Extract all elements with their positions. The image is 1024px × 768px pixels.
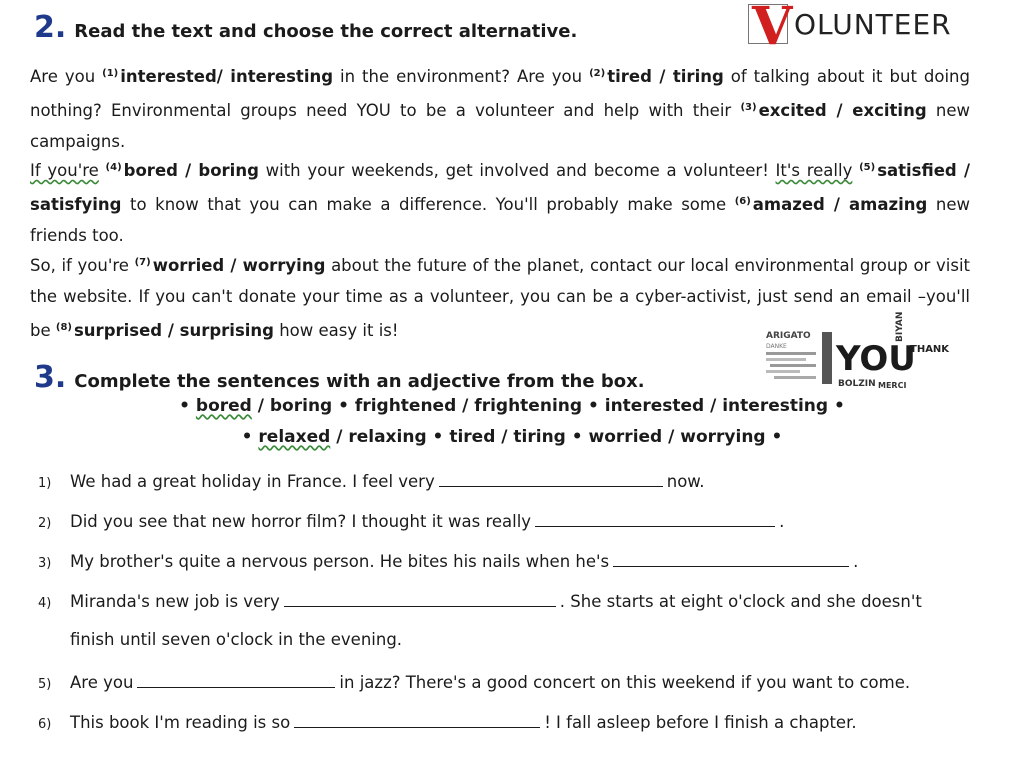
sentence-text: in jazz? There's a good concert on this weekend if you want to come. <box>339 673 911 692</box>
answer-blank-1[interactable] <box>439 472 663 487</box>
sentence-6 <box>38 713 857 732</box>
gap-number: (6) <box>734 196 751 207</box>
text: of talking about it but doing nothing? Environmental groups need YOU to be a volunteer and help with their <box>30 67 970 120</box>
sentence-text: We had a great holiday in France. I feel very <box>70 472 435 491</box>
sentence-number: 4) <box>38 596 52 611</box>
text: about the future of the planet, contact our local environmental group or visit the website. If you can't donate your time as a volunteer, you can be a cyber-activist, just send an email –you'll be <box>30 256 970 340</box>
sentence-number: 5) <box>38 677 52 692</box>
gap-number: (7) <box>134 257 151 268</box>
alternative-2[interactable]: tired / tiring <box>607 67 724 86</box>
sentence-text: Did you see that new horror film? I thought it was really <box>70 512 532 531</box>
sentence-number: 6) <box>38 717 52 732</box>
sentence-text: . She starts at eight o'clock and she doesn't <box>559 592 922 611</box>
volunteer-logo <box>748 0 990 57</box>
sentence-text: Are you <box>70 673 134 692</box>
paragraph-1 <box>30 58 970 157</box>
sentence-number: 2) <box>38 516 52 531</box>
gap-number: (4) <box>105 162 122 173</box>
alternative-4[interactable]: bored / boring <box>123 161 259 180</box>
text: with your weekends, get involved and become a volunteer! <box>258 161 776 180</box>
sentence-4-continued <box>70 630 402 649</box>
answer-blank-5[interactable] <box>137 673 335 688</box>
alternative-1[interactable]: interested/ interesting <box>120 67 334 86</box>
answer-blank-6[interactable] <box>294 713 540 728</box>
alternative-5[interactable]: satisfied / satisfying <box>30 161 970 214</box>
sentence-number: 1) <box>38 476 52 491</box>
sentence-number: 3) <box>38 556 52 571</box>
cloud-word-merci: MERCI <box>878 381 907 390</box>
gap-number: (2) <box>589 68 606 79</box>
text: It's really <box>775 161 853 180</box>
section-2-heading <box>34 10 577 45</box>
cloud-word-danke: DANKE <box>766 343 787 350</box>
text: in the environment? Are you <box>333 67 590 86</box>
sentence-3 <box>38 552 858 571</box>
logo-text: OLUNTEER <box>794 8 952 41</box>
alternative-7[interactable]: worried / worrying <box>152 256 326 275</box>
section-3-number: 3. <box>34 360 67 395</box>
sentence-text: My brother's quite a nervous person. He bites his nails when he's <box>70 552 610 571</box>
word-box-line-1 <box>0 396 1024 416</box>
cloud-word-thank: THANK <box>910 344 950 355</box>
gap-number: (3) <box>740 102 757 113</box>
logo-v-letter: V <box>752 0 793 57</box>
text: If you're <box>30 161 99 180</box>
gap-number: (8) <box>55 322 72 333</box>
answer-blank-4[interactable] <box>284 592 556 607</box>
section-3-title: Complete the sentences with an adjective from the box. <box>74 371 645 392</box>
box-word: bored <box>195 396 252 416</box>
section-3-heading <box>34 360 645 395</box>
section-2-title: Read the text and choose the correct alternative. <box>74 21 578 42</box>
sentence-text: Miranda's new job is very <box>70 592 280 611</box>
sentence-text: ! I fall asleep before I finish a chapter. <box>544 713 857 732</box>
text: to know that you can make a difference. You'll probably make some <box>121 195 735 214</box>
alternative-3[interactable]: excited / exciting <box>758 101 927 120</box>
text: Are you <box>30 67 103 86</box>
cloud-word-you: YOU <box>836 339 916 379</box>
cloud-word-bolzin: BOLZIN <box>838 379 876 389</box>
sentence-text: . <box>779 512 785 531</box>
box-words: / relaxing • tired / tiring • worried / worrying • <box>330 427 783 447</box>
sentence-1 <box>38 472 705 491</box>
alternative-8[interactable]: surprised / surprising <box>73 321 274 340</box>
box-words: / boring • frightened / frightening • interested / interesting • <box>251 396 845 416</box>
section-2-number: 2. <box>34 10 67 45</box>
sentence-4 <box>38 592 922 611</box>
paragraph-2 <box>30 152 970 251</box>
cloud-word-arigato: ARIGATO <box>766 331 811 341</box>
sentence-text: . <box>853 552 859 571</box>
cloud-word-biyan: BIYAN <box>895 312 905 342</box>
bullet: • <box>241 427 259 447</box>
text: new campaigns. <box>30 101 970 151</box>
text: new friends too. <box>30 195 970 245</box>
answer-blank-2[interactable] <box>535 512 775 527</box>
text: how easy it is! <box>273 321 399 340</box>
gap-number: (1) <box>102 68 119 79</box>
text: So, if you're <box>30 256 135 275</box>
sentence-text: finish until seven o'clock in the evening. <box>70 630 403 649</box>
box-word: relaxed <box>258 427 331 447</box>
sentence-5 <box>38 673 910 692</box>
alternative-6[interactable]: amazed / amazing <box>752 195 928 214</box>
answer-blank-3[interactable] <box>613 552 849 567</box>
sentence-2 <box>38 512 784 531</box>
word-box-line-2 <box>0 427 1024 447</box>
sentence-text: This book I'm reading is so <box>70 713 291 732</box>
thank-you-word-cloud <box>760 312 974 396</box>
gap-number: (5) <box>859 162 876 173</box>
sentence-text: now. <box>666 472 705 491</box>
bullet: • <box>179 396 196 416</box>
